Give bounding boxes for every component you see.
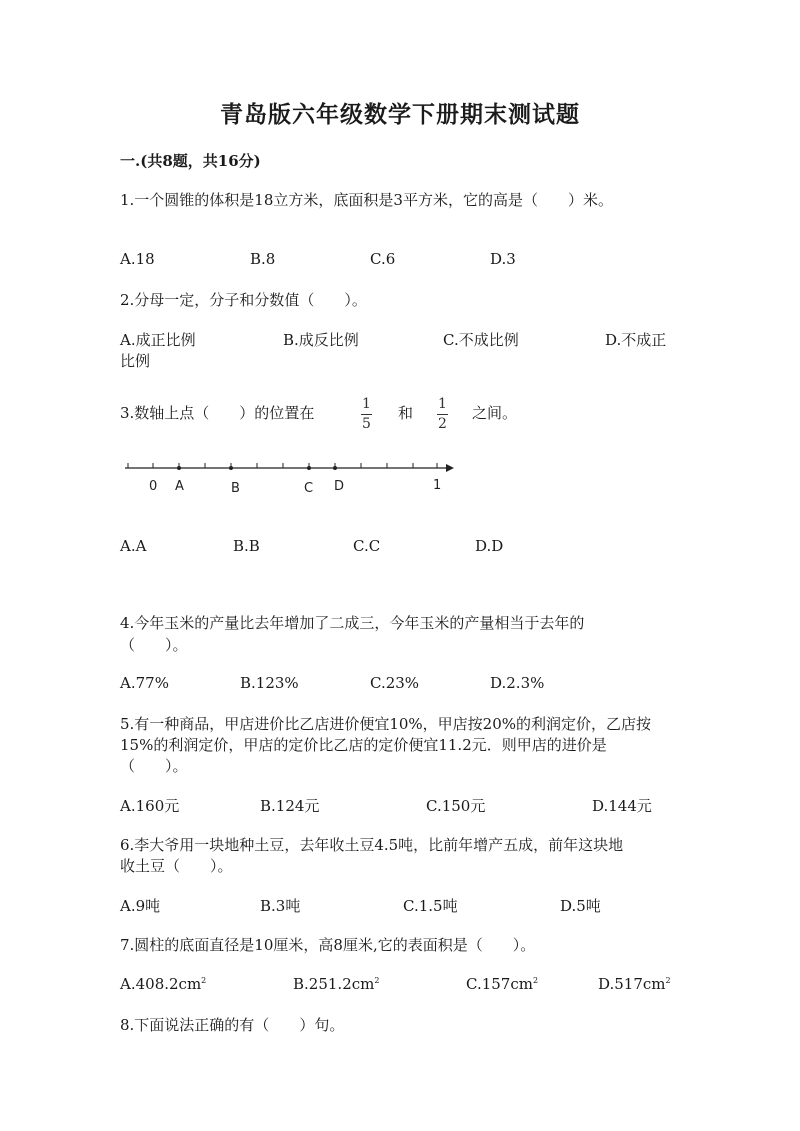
q7-option-d-text: D.517cm <box>598 975 666 993</box>
number-line-label-d: D <box>334 479 345 494</box>
q2-option-b[interactable]: B.成反比例 <box>283 331 359 349</box>
q5-option-d[interactable]: D.144元 <box>592 797 652 815</box>
unit-superscript: 2 <box>201 976 207 985</box>
question-2-text: 2.分母一定，分子和分数值（ ）。 <box>120 291 367 309</box>
question-5-line2: 15%的利润定价，甲店的定价比乙店的定价便宜11.2元．则甲店的进价是 <box>120 736 607 754</box>
fraction-one-fifth <box>361 396 372 433</box>
q3-option-d[interactable]: D.D <box>475 537 504 555</box>
number-line-label-c: C <box>304 481 314 496</box>
fraction-bar <box>361 414 372 415</box>
question-5-line3: （ ）。 <box>120 757 188 775</box>
number-line-label-a: A <box>175 479 184 494</box>
q7-option-c[interactable] <box>466 975 538 993</box>
q7-option-b[interactable] <box>293 975 379 993</box>
number-line-label-one: 1 <box>433 478 442 493</box>
point-b-dot <box>229 466 233 470</box>
fraction-numerator: 1 <box>438 396 447 412</box>
question-3-text: 3.数轴上点（ ）的位置在 <box>120 404 315 422</box>
number-line <box>120 455 460 500</box>
q2-option-a[interactable]: A.成正比例 <box>120 331 196 349</box>
q4-option-c[interactable]: C.23% <box>370 674 420 692</box>
fraction-bar <box>437 414 448 415</box>
q6-option-c[interactable]: C.1.5吨 <box>403 897 458 915</box>
q5-option-c[interactable]: C.150元 <box>426 797 486 815</box>
q7-option-b-text: B.251.2cm <box>293 975 375 993</box>
question-3-and: 和 <box>398 404 414 422</box>
question-4-line2: （ ）。 <box>120 636 188 654</box>
question-3-tail: 之间。 <box>472 404 518 422</box>
q4-option-a[interactable]: A.77% <box>120 674 169 692</box>
q7-option-d[interactable] <box>598 975 671 993</box>
q7-option-c-text: C.157cm <box>466 975 533 993</box>
question-6-line1: 6.李大爷用一块地种土豆，去年收土豆4.5吨，比前年增产五成，前年这块地 <box>120 836 624 854</box>
q7-option-a[interactable] <box>120 975 206 993</box>
q5-option-b[interactable]: B.124元 <box>260 797 320 815</box>
q2-option-d-continued: 比例 <box>120 352 151 370</box>
q6-option-a[interactable]: A.9吨 <box>120 897 161 915</box>
q6-option-b[interactable]: B.3吨 <box>260 897 301 915</box>
unit-superscript: 2 <box>532 976 539 985</box>
fraction-denominator: 2 <box>438 416 447 432</box>
question-7-text: 7.圆柱的底面直径是10厘米，高8厘米,它的表面积是（ ）。 <box>120 936 536 954</box>
point-d-dot <box>333 466 337 470</box>
number-line-ticks <box>128 463 437 468</box>
q3-option-c[interactable]: C.C <box>353 537 381 555</box>
q3-option-b[interactable]: B.B <box>233 537 260 555</box>
page-title: 青岛版六年级数学下册期末测试题 <box>220 101 580 128</box>
q1-option-d[interactable]: D.3 <box>490 250 516 268</box>
q2-option-c[interactable]: C.不成比例 <box>443 331 519 349</box>
q3-option-a[interactable]: A.A <box>120 537 147 555</box>
q1-option-b[interactable]: B.8 <box>250 250 276 268</box>
number-line-label-b: B <box>231 481 240 496</box>
question-4-line1: 4.今年玉米的产量比去年增加了二成三，今年玉米的产量相当于去年的 <box>120 614 585 632</box>
fraction-numerator: 1 <box>362 396 371 412</box>
q2-option-d[interactable]: D.不成正 <box>605 331 667 349</box>
q4-option-d[interactable]: D.2.3% <box>490 674 545 692</box>
number-line-arrow <box>446 464 454 472</box>
q1-option-a[interactable]: A.18 <box>120 250 155 268</box>
question-1-text: 1.一个圆锥的体积是18立方米，底面积是3平方米，它的高是（ ）米。 <box>120 191 613 209</box>
point-c-dot <box>307 466 311 470</box>
q1-option-c[interactable]: C.6 <box>370 250 396 268</box>
question-8-text: 8.下面说法正确的有（ ）句。 <box>120 1016 345 1034</box>
q4-option-b[interactable]: B.123% <box>240 674 299 692</box>
question-5-line1: 5.有一种商品，甲店进价比乙店进价便宜10%，甲店按20%的利润定价，乙店按 <box>120 715 651 733</box>
section-heading: 一.(共8题，共16分) <box>120 152 261 170</box>
number-line-label-zero: 0 <box>149 479 158 494</box>
unit-superscript: 2 <box>665 976 671 985</box>
fraction-denominator: 5 <box>362 416 371 432</box>
question-6-line2: 收土豆（ ）。 <box>120 857 233 875</box>
q7-option-a-text: A.408.2cm <box>120 975 202 993</box>
unit-superscript: 2 <box>374 976 380 985</box>
fraction-one-half <box>437 396 448 433</box>
point-a-dot <box>177 466 181 470</box>
q6-option-d[interactable]: D.5吨 <box>560 897 601 915</box>
q5-option-a[interactable]: A.160元 <box>120 797 180 815</box>
